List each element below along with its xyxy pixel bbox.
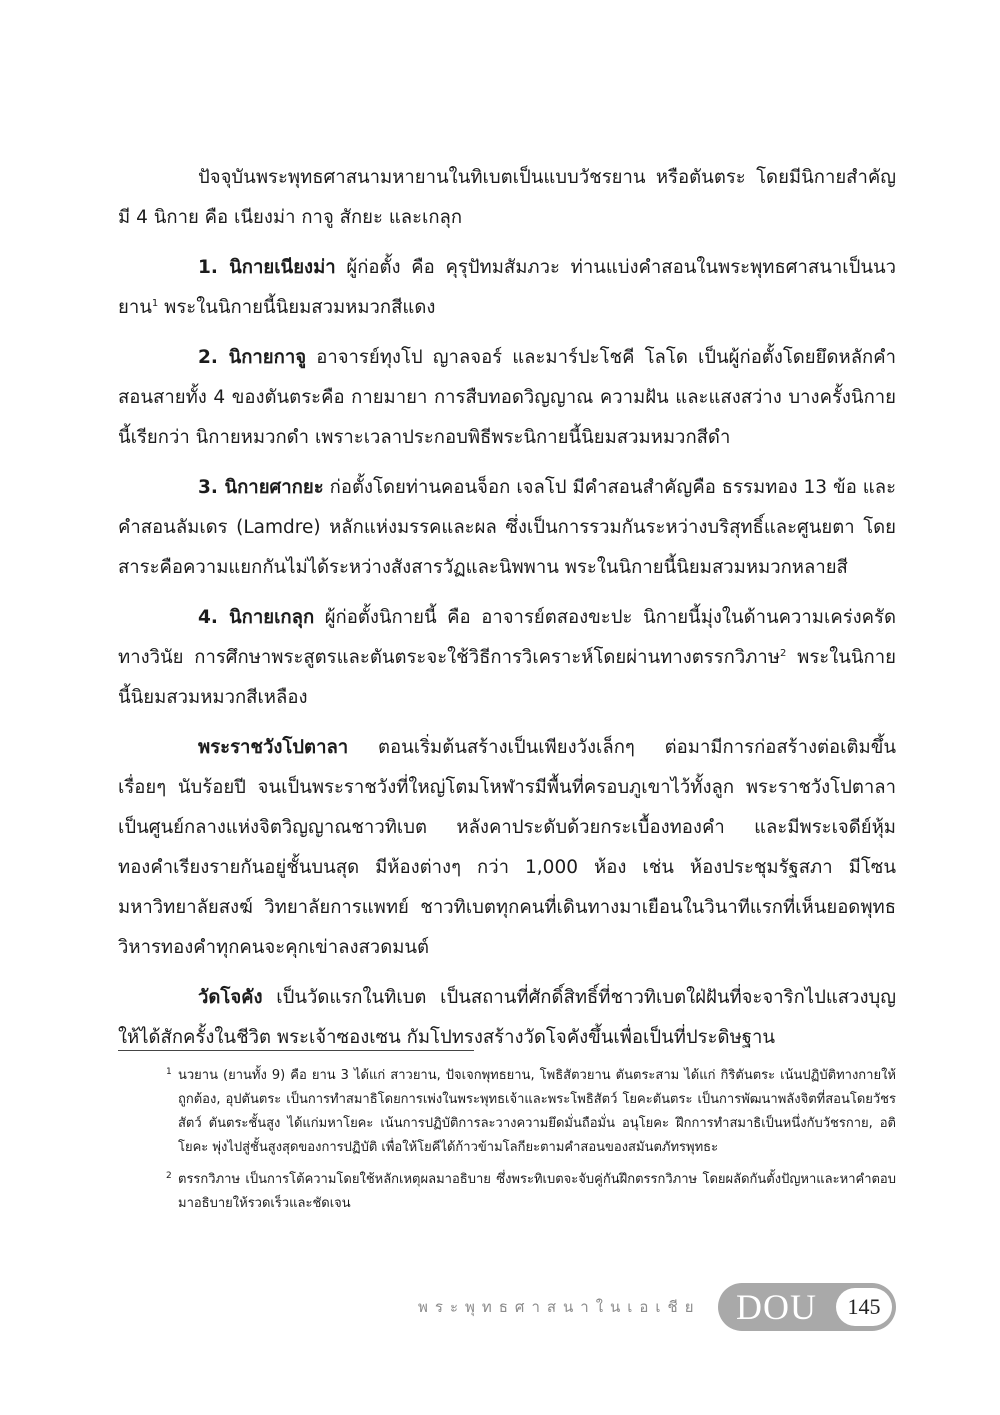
footnote-mark: 1: [166, 1067, 172, 1077]
dou-logo: DOU: [736, 1287, 817, 1327]
footnote-mark: 2: [166, 1171, 172, 1181]
footnote-divider: [118, 1050, 474, 1051]
paragraph-potala: [118, 728, 896, 968]
page-badge: [718, 1283, 896, 1331]
footnote-ref-1[interactable]: 1: [151, 297, 159, 309]
footnote-text: ตรรกวิภาษ เป็นการโต้ความโดยใช้หลักเหตุผลมาอธิบาย ซึ่งพระทิเบตจะจับคู่กันฝึกตรรกวิภาษ โดยผลัดกันตั้งปัญหาและหาคำตอบมาอธิบายให้รวดเร็วและชัดเจน: [178, 1172, 896, 1211]
text-nyingma: ผู้ก่อตั้ง คือ คุรุปัทมสัมภวะ ท่านแบ่งคำสอนในพระพุทธศาสนาเป็นนวยาน: [118, 257, 896, 318]
heading-jokhang: วัดโจคัง: [198, 987, 263, 1008]
text-potala: ตอนเริ่มต้นสร้างเป็นเพียงวังเล็กๆ ต่อมามีการก่อสร้างต่อเติมขึ้นเรื่อยๆ นับร้อยปี จนเป็นพระราชวังที่ใหญ่โตมโหฬารมีพื้นที่ครอบภูเขาไว้ทั้งลูก พระราชวังโปตาลาเป็นศูนย์กลางแห่งจิตวิญญาณชาวทิเบต หลังคาประดับด้วยกระเบื้องทองคำ และมีพระเจดีย์หุ้มทองคำเรียงรายกันอยู่ชั้นบนสุด มีห้องต่างๆ กว่า 1,000 ห้อง เช่น ห้องประชุมรัฐสภา มีโซนมหาวิทยาลัยสงฆ์ วิทยาลัยการแพทย์ ชาวทิเบตทุกคนที่เดินทางมาเยือนในวินาทีแรกที่เห็นยอดพุทธวิหารทองคำทุกคนจะคุกเข่าลงสวดมนต์: [118, 737, 896, 958]
heading-potala: พระราชวังโปตาลา: [198, 737, 349, 758]
intro-text: ปัจจุบันพระพุทธศาสนามหายานในทิเบตเป็นแบบวัชรยาน หรือตันตระ โดยมีนิกายสำคัญมี 4 นิกาย คือ เนียงม่า กาจู สักยะ และเกลุก: [118, 167, 896, 228]
text-jokhang: เป็นวัดแรกในทิเบต เป็นสถานที่ศักดิ์สิทธิ์ที่ชาวทิเบตใฝ่ฝันที่จะจาริกไปแสวงบุญให้ได้สักครั้งในชีวิต พระเจ้าซองเซน กัมโปทรงสร้างวัดโจคังขึ้นเพื่อเป็นที่ประดิษฐาน: [118, 987, 896, 1048]
text-sakya: ก่อตั้งโดยท่านคอนจ็อก เจลโป มีคำสอนสำคัญคือ ธรรมทอง 13 ข้อ และคำสอนลัมเดร (Lamdre) หลักแห่งมรรคและผล ซึ่งเป็นการรวมกันระหว่างบริสุทธิ์และศูนยตา โดยสาระคือความแยกกันไม่ได้ระหว่างสังสารวัฏและนิพพาน พระในนิกายนี้นิยมสวมหมวกหลายสี: [118, 477, 897, 578]
heading-nyingma: 1. นิกายเนียงม่า: [198, 257, 336, 278]
page-number: 145: [836, 1288, 892, 1326]
footnote-text: นวยาน (ยานทั้ง 9) คือ ยาน 3 ได้แก่ สาวยาน, ปัจเจกพุทธยาน, โพธิสัตวยาน ตันตระสาม ได้แก่ กิริตันตระ เน้นปฏิบัติทางกายให้ถูกต้อง, อุปตันตระ เป็นการทำสมาธิโดยการเพ่งในพระพุทธเจ้าและพระโพธิสัตว์ โยคะตันตระ เป็นการพัฒนาพลังจิตที่สอนโดยวัชรสัตว์ ตันตระชั้นสูง ได้แก่มหาโยคะ เน้นการปฏิบัติการละวางความยึดมั่นถือมั่น อนุโยคะ ฝึกการทำสมาธิเป็นหนึ่งกับวัชรกาย, อติโยคะ พุ่งไปสู่ชั้นสูงสุดของการปฏิบัติ เพื่อให้โยคีได้ก้าวข้ามโลกียะตามคำสอนของสมันตภัทรพุทธะ: [178, 1068, 896, 1155]
paragraph-gelug: [118, 598, 896, 718]
footnote-2: [166, 1168, 896, 1216]
paragraph-nyingma: [118, 248, 896, 328]
running-title: พระพุทธศาสนาในเอเชีย: [418, 1298, 701, 1316]
text-nyingma-tail: พระในนิกายนี้นิยมสวมหมวกสีแดง: [158, 297, 436, 318]
heading-gelug: 4. นิกายเกลุก: [198, 607, 315, 628]
paragraph-sakya: [118, 468, 896, 588]
paragraph-jokhang: [118, 978, 896, 1058]
text-gelug: ผู้ก่อตั้งนิกายนี้ คือ อาจารย์ตสองขะปะ นิกายนี้มุ่งในด้านความเคร่งครัดทางวินัย การศึกษาพระสูตรและตันตระจะใช้วิธีการวิเคราะห์โดยผ่านทางตรรกวิภาษ: [118, 607, 896, 668]
paragraph-kagyu: [118, 338, 896, 458]
footnote-ref-2[interactable]: 2: [780, 647, 787, 659]
heading-kagyu: 2. นิกายกาจู: [198, 347, 307, 368]
intro-paragraph: [118, 158, 896, 238]
footnote-1: [166, 1064, 896, 1160]
text-kagyu: อาจารย์ทุงโป ญาลจอร์ และมาร์ปะโชคี โลโด เป็นผู้ก่อตั้งโดยยึดหลักคำสอนสายทั้ง 4 ของตันตระคือ กายมายา การสืบทอดวิญญาณ ความฝัน และแสงสว่าง บางครั้งนิกายนี้เรียกว่า นิกายหมวกดำ เพราะเวลาประกอบพิธีพระนิกายนี้นิยมสวมหมวกสีดำ: [118, 347, 896, 448]
main-text: [118, 158, 896, 1068]
footnotes: [166, 1064, 896, 1224]
page-footer: [418, 1283, 898, 1333]
heading-sakya: 3. นิกายศากยะ: [198, 477, 324, 498]
text-gelug-tail: พระในนิกายนี้นิยมสวมหมวกสีเหลือง: [118, 647, 896, 708]
